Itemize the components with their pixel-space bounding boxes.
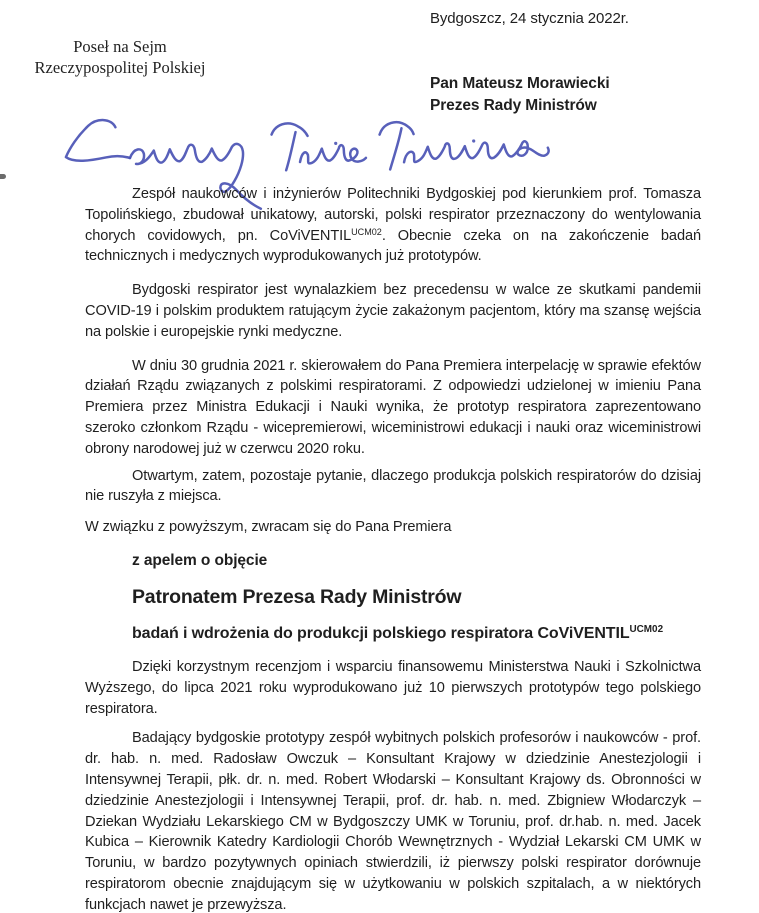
paragraph-text: . Obecnie czeka on na zakończenie badań technicznych i medycznych wyprodukowanych już prototypów.: [85, 227, 702, 265]
sender-title: Poseł na Sejm: [73, 37, 167, 56]
appeal-heading-1: z apelem o objęcie: [132, 551, 268, 569]
appeal-intro: W związku z powyższym, zwracam się do Pana Premiera: [85, 519, 452, 536]
appeal-heading-3: [85, 623, 701, 644]
paragraph-respirator-intro: [85, 184, 701, 267]
superscript-model-code: UCM02: [351, 226, 382, 237]
recipient-role: Prezes Rady Ministrów: [430, 96, 597, 114]
paragraph-invention: Bydgoski respirator jest wynalazkiem bez precedensu w walce ze skutkami pandemii COVID-19 i polskim produktem ratującym życie zakażonym pacjentom, który ma szansę wejścia na polskie i europejskie rynki medyczne.: [85, 282, 701, 340]
sender-block: [14, 36, 226, 78]
paragraph-prototypes: Dzięki korzystnym recenzjom i wsparciu finansowemu Ministerstwa Nauki i Szkolnictwa Wyższego, do lipca 2021 roku wyprodukowano już 10 pierwszych prototypów tego polskiego respiratora.: [85, 658, 701, 717]
scan-artifact: [0, 174, 6, 179]
appeal-heading-2: Patronatem Prezesa Rady Ministrów: [132, 585, 462, 608]
superscript-model-code: UCM02: [629, 623, 664, 635]
letter-body: [85, 184, 701, 913]
date-line: Bydgoszcz, 24 stycznia 2022r.: [430, 10, 629, 27]
paragraph-experts-opinion: Badający bydgoskie prototypy zespół wybitnych polskich profesorów i naukowców - prof. dr. hab. n. med. Radosław Owczuk – Konsultant Krajowy w dziedzinie Anestezjologii i Intensywnej Terapii, płk. dr. n. med. Robert Włodarski – Konsultant Krajowy ds. Obronności w dziedzinie Anestezjologii i Intensywnej Terapii, prof. dr. hab. n. med. Zbigniew Włodarczyk – Dziekan Wydziału Lekarskiego CM w Bydgoszczy UMK w Toruniu, prof. dr.hab. n. med. Jacek Kubica – Kierownik Katedry Kardiologii Chorób Wewnętrznych - Wydział Lekarski CM UMK w Toruniu, w bardzo pozytywnych opiniach stwierdzili, iż pierwszy polski respirator dorównuje respiratorom obecnie znajdującym się w użytkowaniu w polskich szpitalach, a w niektórych funkcjach nawet je przewyższa.: [85, 730, 701, 913]
sender-subtitle: Rzeczypospolitej Polskiej: [34, 58, 206, 77]
paragraph-open-question: Otwartym, zatem, pozostaje pytanie, dlaczego produkcja polskich respiratorów do dzisiaj nie ruszyła z miejsca.: [85, 467, 701, 505]
appeal-heading-text: badań i wdrożenia do produkcji polskiego respiratora CoViVENTIL: [132, 624, 630, 642]
paragraph-text: Zespół naukowców i inżynierów Politechniki Bydgoskiej pod kierunkiem prof. Tomasza Topolińskiego, zbudował unikatowy, autorski, polski respirator przeznaczony do wentylowania chorych covidowych, pn. CoViVENTIL: [85, 186, 701, 244]
paragraph-interpellation: W dniu 30 grudnia 2021 r. skierowałem do Pana Premiera interpelację w sprawie efektów działań Rządu związanych z polskimi respiratorami. Z odpowiedzi udzielonej w imieniu Pana Premiera przez Ministra Edukacji i Nauki wynika, że prototyp respiratora zaprezentowano szeroko członkom Rządu - wicepremierowi, wiceministrowi edukacji i nauki oraz wiceministrowi obrony narodowej już w czerwcu 2020 roku.: [85, 357, 701, 457]
recipient-name: Pan Mateusz Morawiecki: [430, 75, 610, 92]
recipient-block: [430, 73, 610, 116]
